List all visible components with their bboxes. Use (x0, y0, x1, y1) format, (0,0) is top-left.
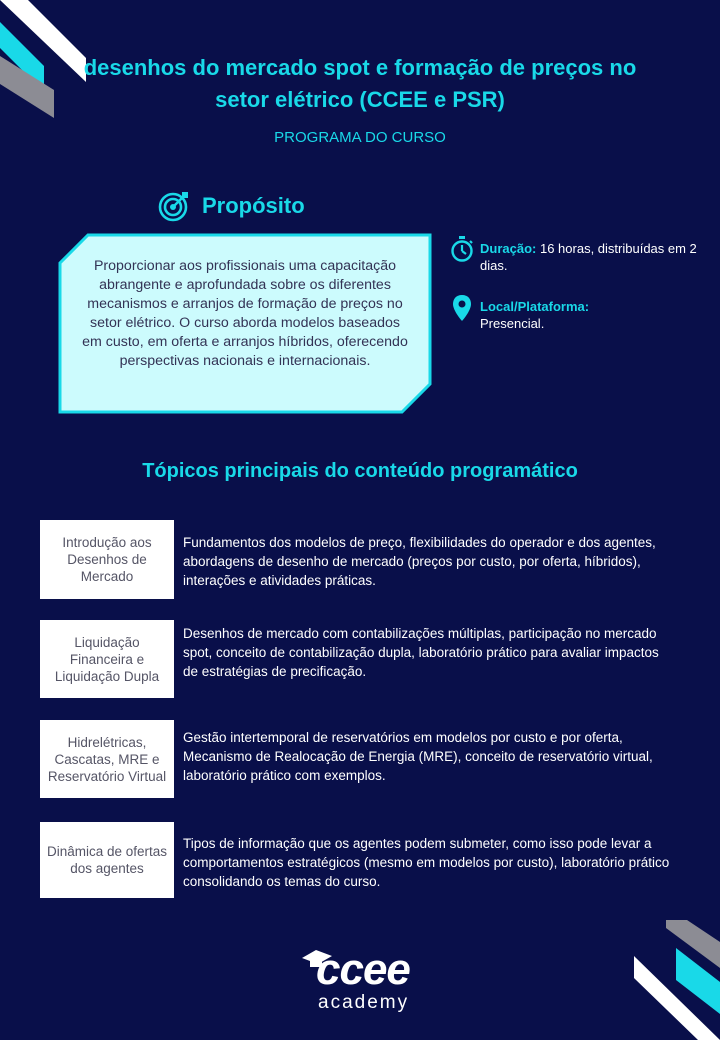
topic-item (40, 520, 680, 600)
decorative-stripes-bottom-right (620, 920, 720, 1040)
topic-title: Dinâmica de ofertas dos agentes (40, 822, 174, 898)
page-title: desenhos do mercado spot e formação de preços no setor elétrico (CCEE e PSR) (83, 55, 637, 112)
location-pin-icon (450, 294, 474, 322)
location-info (450, 294, 690, 334)
page-subtitle: PROGRAMA DO CURSO (274, 129, 446, 146)
logo-subtitle: academy (318, 992, 410, 1013)
purpose-text: Proporcionar aos profissionais uma capacitação abrangente e aprofundada sobre os diferentes mecanismos e arranjos de formação de preços no setor elétrico. O curso aborda modelos baseados em custo, em oferta e arranjos híbridos, oferecendo perspectivas nacionais e internacionais. (82, 258, 408, 369)
topic-title: Liquidação Financeira e Liquidação Dupla (40, 620, 174, 698)
topic-item (40, 822, 680, 900)
ccee-academy-logo (296, 944, 426, 1016)
topic-title: Introdução aos Desenhos de Mercado (40, 520, 174, 599)
topic-item (40, 620, 680, 700)
purpose-box (58, 233, 432, 414)
duration-info (450, 236, 697, 276)
duration-text (480, 240, 700, 274)
topic-title: Hidrelétricas, Cascatas, MRE e Reservatório Virtual (40, 720, 174, 798)
topic-description: Tipos de informação que os agentes podem submeter, como isso pode levar a comportamentos estratégicos (mesmo em modelos por custo), laboratório prático consolidando os temas do curso. (183, 836, 670, 889)
topic-description: Gestão intertemporal de reservatórios em modelos por custo e por oferta, Mecanismo de Realocação de Energia (MRE), conceito de reservatório virtual, laboratório prático com exemplos. (183, 730, 653, 783)
target-icon (158, 190, 190, 222)
logo-wordmark: ccee (316, 945, 410, 994)
stopwatch-icon (450, 236, 474, 262)
location-text (480, 298, 700, 332)
location-value: Presencial. (480, 316, 545, 331)
topic-item (40, 720, 680, 800)
duration-value: 16 horas, distribuídas em 2 dias. (480, 241, 697, 273)
topics-heading: Tópicos principais do conteúdo programático (142, 460, 578, 482)
purpose-heading: Propósito (202, 193, 305, 218)
topic-description: Desenhos de mercado com contabilizações múltiplas, participação no mercado spot, conceito de contabilização dupla, laboratório prático para avaliar impactos de estratégias de precificação. (183, 626, 659, 679)
purpose-header (158, 190, 305, 222)
location-label: Local/Plataforma: (480, 299, 590, 314)
duration-label: Duração: (480, 241, 537, 256)
topic-description: Fundamentos dos modelos de preço, flexibilidades do operador e dos agentes, abordagens de desenho de mercado (preços por custo, por oferta, híbridos), interações e atividades práticas. (183, 535, 656, 588)
